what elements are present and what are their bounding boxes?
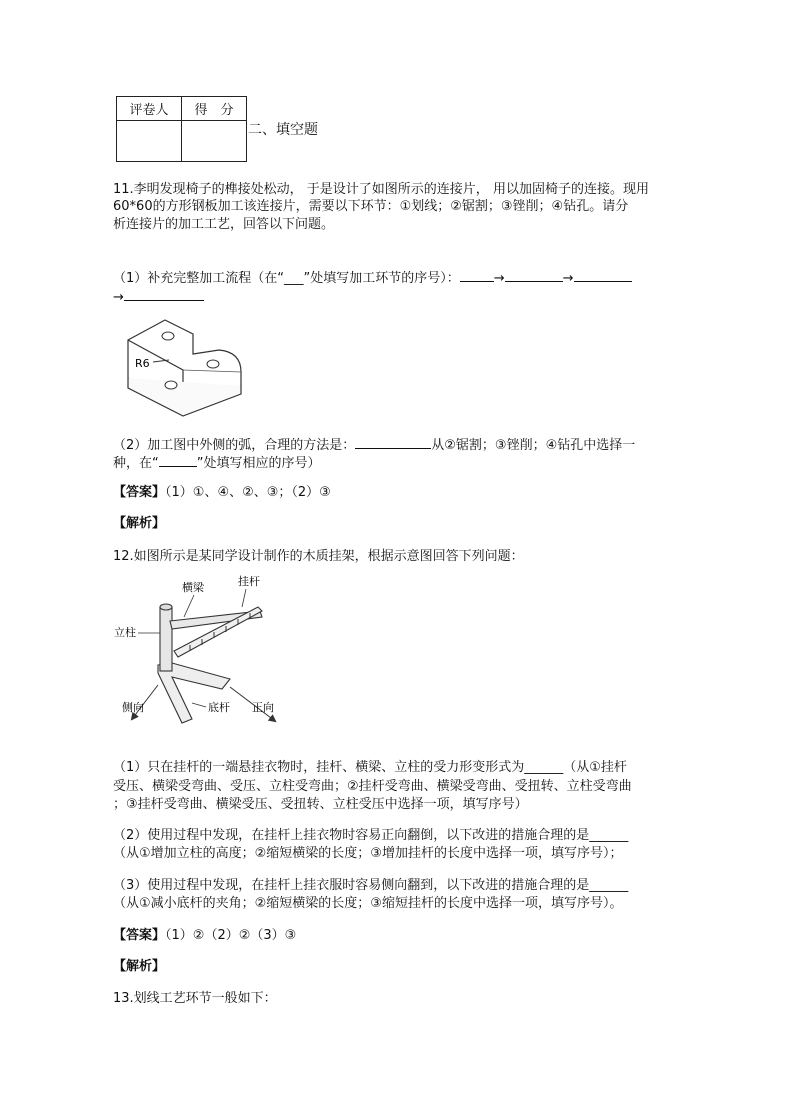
q12-analysis: 【解析】 xyxy=(113,959,166,974)
blank-2 xyxy=(505,268,563,282)
q12-part3-line2: （从①减小底杆的夹角；②缩短横梁的长度；③缩短挂杆的长度中选择一项，填写序号）。 xyxy=(113,896,623,911)
q11-part1-text: （1）补充完整加工流程（在“___”处填写加工环节的序号）： xyxy=(113,271,460,286)
arrow-2: → xyxy=(562,271,574,286)
q12-answer xyxy=(113,927,296,945)
score-table xyxy=(116,96,247,162)
answer-text: （1）①、④、②、③；（2）③ xyxy=(165,485,331,500)
q12-part1-line3: ；③挂杆受弯曲、横梁受压、受扭转、立柱受压中选择一项，填写序号） xyxy=(113,797,528,812)
fig-label-r6: R6 xyxy=(135,357,150,370)
connecting-plate-figure xyxy=(113,312,263,420)
hole-1 xyxy=(162,332,174,340)
q11-part2-line2 xyxy=(113,453,321,473)
hole-3 xyxy=(165,381,177,389)
hanger-figure xyxy=(110,573,310,743)
q11-part2-text-a: （2）加工图中外侧的弧，合理的方法是： xyxy=(113,438,356,453)
label-beam: 横梁 xyxy=(182,581,204,594)
q13-intro: 13.划线工艺环节一般如下： xyxy=(113,991,277,1006)
blank-5 xyxy=(355,435,431,449)
label-post: 立柱 xyxy=(114,626,136,639)
q11-line3: 析连接片的加工工艺，回答以下问题。 xyxy=(113,217,335,232)
label-front: 正向 xyxy=(252,701,274,714)
blank-4 xyxy=(124,287,204,301)
answer-label: 【答案】 xyxy=(113,485,166,500)
q11-part1-cont xyxy=(113,287,204,307)
q11-part2-line1 xyxy=(113,435,635,455)
q12-part1-line1: （1）只在挂杆的一端悬挂衣物时，挂杆、横梁、立柱的受力形变形式为______（从①挂杆 xyxy=(113,760,627,775)
score-cell xyxy=(182,121,247,162)
answer-text: （1）②（2）②（3）③ xyxy=(165,928,297,943)
blank-6 xyxy=(159,453,197,467)
q12-part3-line1: （3）使用过程中发现，在挂杆上挂衣服时容易侧向翻到，以下改进的措施合理的是______ xyxy=(113,878,629,893)
blank-1 xyxy=(460,268,494,282)
q11-analysis: 【解析】 xyxy=(113,516,166,531)
answer-label: 【答案】 xyxy=(113,928,166,943)
q12-intro: 12.如图所示是某同学设计制作的木质挂架，根据示意图回答下列问题： xyxy=(113,549,524,564)
q11-part2-text-c: 种，在“ xyxy=(113,456,159,471)
q12-part2-line1: （2）使用过程中发现，在挂杆上挂衣物时容易正向翻倒，以下改进的措施合理的是______ xyxy=(113,828,629,843)
label-base: 底杆 xyxy=(208,701,230,714)
q12-part2-line2: （从①增加立柱的高度；②缩短横梁的长度；③增加挂杆的长度中选择一项，填写序号）； xyxy=(113,846,623,861)
q11-line2: 60*60的方形钢板加工该连接片，需要以下环节：①划线；②锯割；③锉削；④钻孔。请分 xyxy=(113,199,629,214)
q11-answer xyxy=(113,484,331,502)
q11-part2-text-b: 从②锯割；③锉削；④钻孔中选择一 xyxy=(431,438,636,453)
arrow-3: → xyxy=(113,290,124,305)
section-title: 二、填空题 xyxy=(248,122,318,138)
score-header: 得 分 xyxy=(182,97,247,121)
q11-part2-text-d: ”处填写相应的序号） xyxy=(196,456,321,471)
hole-2 xyxy=(207,360,219,368)
arrow-1: → xyxy=(493,271,505,286)
q11-line1: 11.李明发现椅子的榫接处松动， 于是设计了如图所示的连接片， 用以加固椅子的连接。现用 xyxy=(113,182,649,197)
label-side: 侧向 xyxy=(122,701,144,714)
blank-3 xyxy=(574,268,632,282)
reviewer-header: 评卷人 xyxy=(117,97,182,121)
label-rod: 挂杆 xyxy=(238,575,260,588)
q12-part1-line2: 受压、横梁受弯曲、受压、立柱受弯曲；②挂杆受弯曲、横梁受弯曲、受扭转、立柱受弯曲 xyxy=(113,779,632,794)
reviewer-cell xyxy=(117,121,182,162)
q11-part1 xyxy=(113,268,632,288)
